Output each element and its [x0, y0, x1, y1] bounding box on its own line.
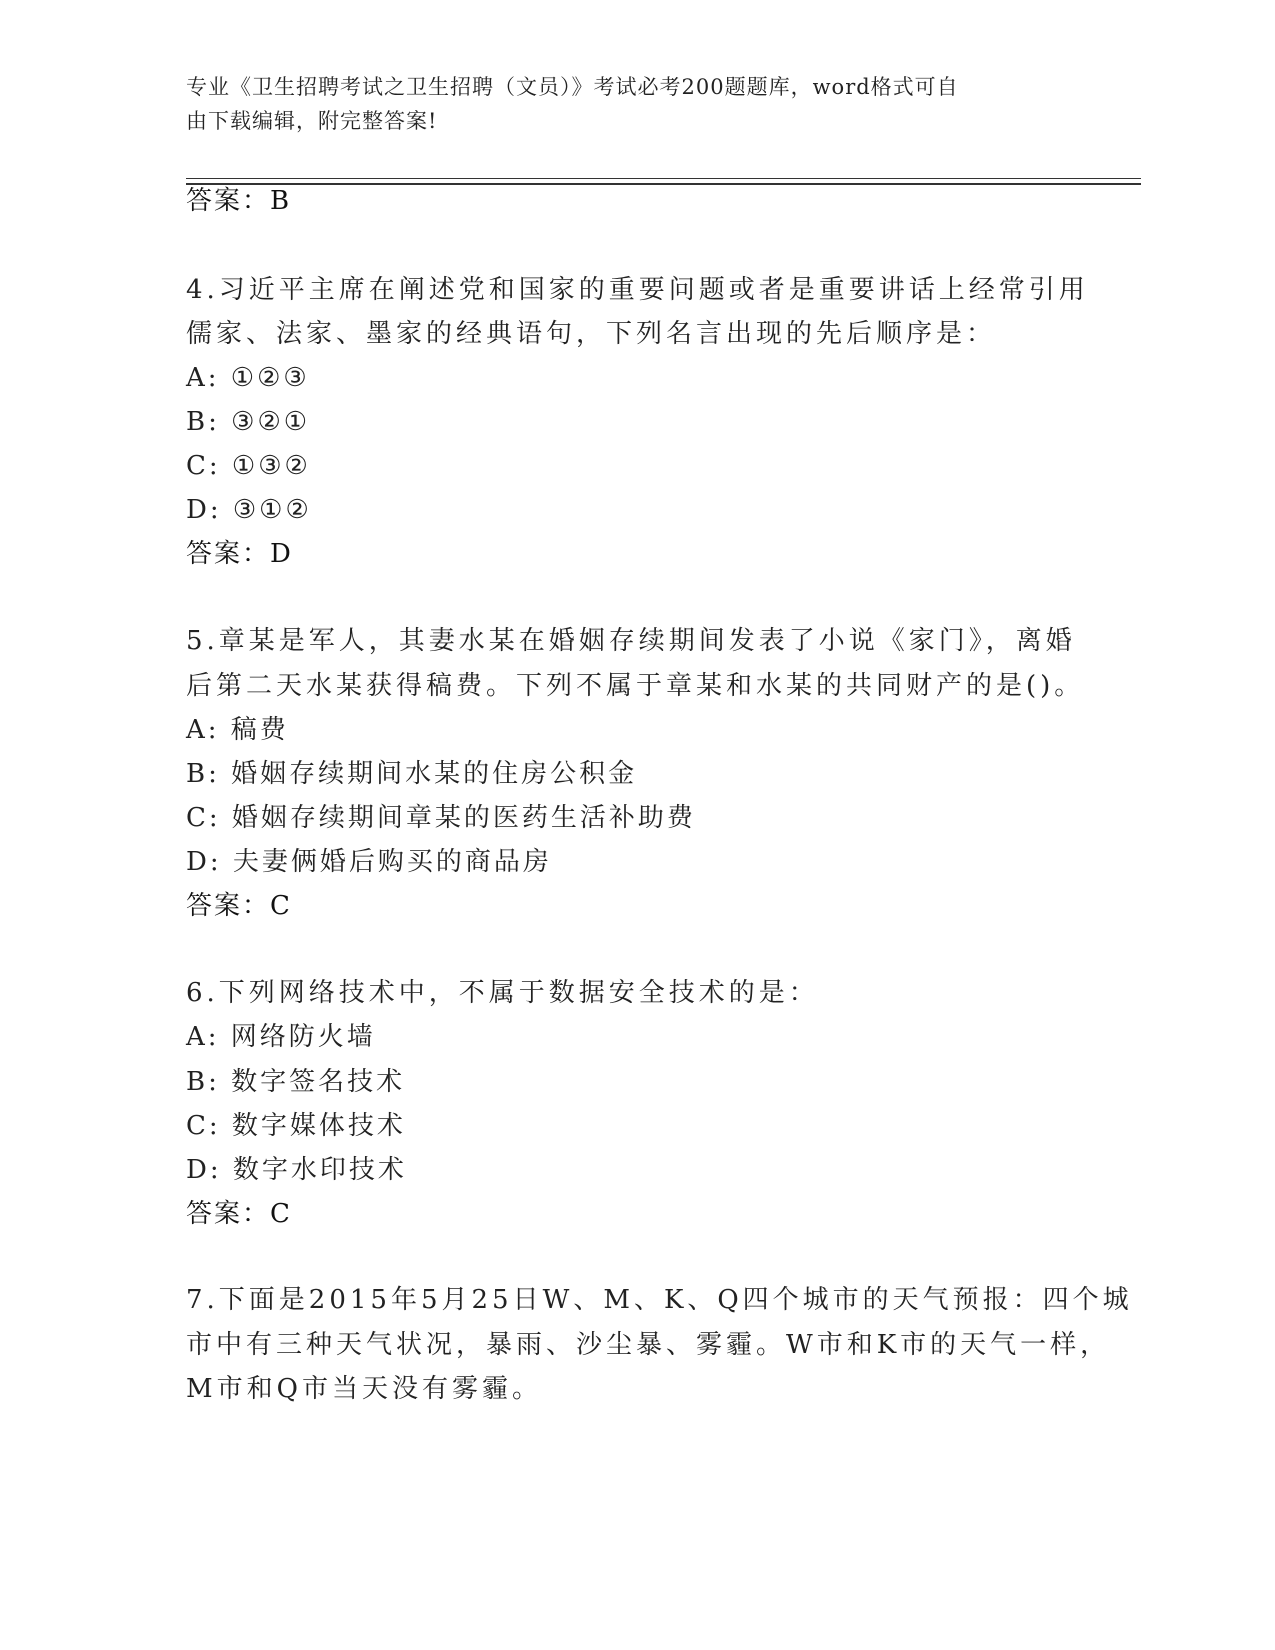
q6-option-b: B: 数字签名技术: [186, 1067, 406, 1097]
q7-text-line-1: 7.下面是2015年5月25日W、M、K、Q四个城市的天气预报：四个城: [186, 1285, 1133, 1315]
q3-answer: 答案：B: [186, 186, 292, 216]
q4-text-line-1: 4.习近平主席在阐述党和国家的重要问题或者是重要讲话上经常引用: [186, 275, 1089, 305]
header-line-2: 由下载编辑，附完整答案!: [186, 109, 438, 133]
q4-answer: 答案：D: [186, 539, 293, 569]
q6-option-c: C: 数字媒体技术: [186, 1111, 406, 1141]
q5-option-d: D: 夫妻俩婚后购买的商品房: [186, 847, 552, 877]
q6-option-d: D: 数字水印技术: [186, 1155, 407, 1185]
header-divider-thin: [186, 178, 1141, 179]
q4-text-line-2: 儒家、法家、墨家的经典语句，下列名言出现的先后顺序是：: [186, 319, 997, 349]
header-line-1: 专业《卫生招聘考试之卫生招聘（文员）》考试必考200题题库，word格式可自: [186, 75, 959, 99]
q4-option-d: D: ③①②: [186, 495, 312, 525]
header-divider-thick: [186, 183, 1141, 185]
q5-text-line-2: 后第二天水某获得稿费。下列不属于章某和水某的共同财产的是()。: [186, 671, 1085, 701]
q7-text-line-2: 市中有三种天气状况，暴雨、沙尘暴、雾霾。W市和K市的天气一样，: [186, 1330, 1111, 1360]
q7-text-line-3: M市和Q市当天没有雾霾。: [186, 1374, 542, 1404]
q5-text-line-1: 5.章某是军人，其妻水某在婚姻存续期间发表了小说《家门》，离婚: [186, 626, 1076, 656]
q5-option-a: A: 稿费: [186, 715, 289, 745]
q5-option-b: B: 婚姻存续期间水某的住房公积金: [186, 759, 638, 789]
q6-option-a: A: 网络防火墙: [186, 1022, 376, 1052]
q4-option-a: A: ①②③: [186, 363, 310, 393]
q6-text-line-1: 6.下列网络技术中，不属于数据安全技术的是：: [186, 978, 819, 1008]
q5-option-c: C: 婚姻存续期间章某的医药生活补助费: [186, 803, 696, 833]
q4-option-c: C: ①③②: [186, 451, 311, 481]
q4-option-b: B: ③②①: [186, 407, 311, 437]
q6-answer: 答案：C: [186, 1199, 292, 1229]
document-header: [186, 70, 1066, 138]
q5-answer: 答案：C: [186, 891, 292, 921]
